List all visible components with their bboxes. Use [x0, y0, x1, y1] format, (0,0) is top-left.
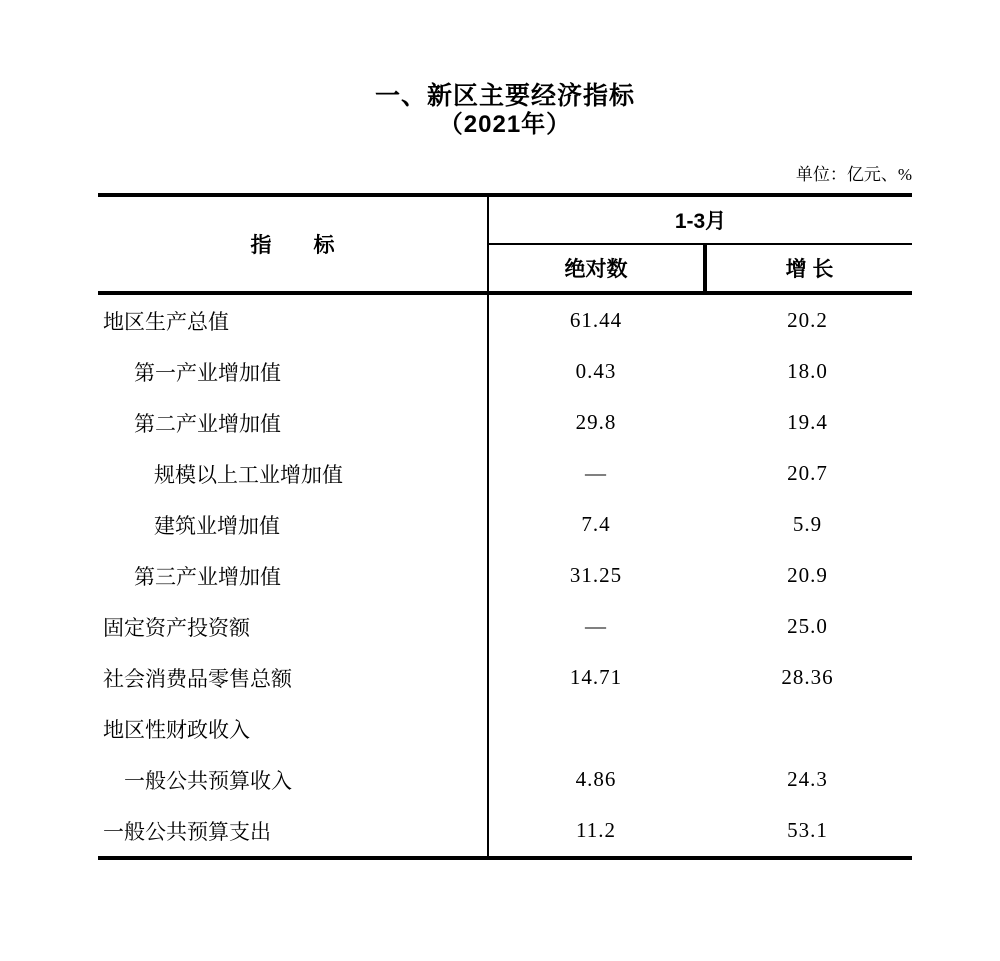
table-row — [98, 754, 912, 805]
table-row — [98, 652, 912, 703]
row-label: 规模以上工业增加值 — [98, 448, 489, 499]
cell-absolute: 4.86 — [575, 767, 617, 791]
cell-growth: 28.36 — [781, 665, 834, 689]
cell-growth: 19.4 — [787, 410, 828, 434]
row-label: 地区生产总值 — [98, 295, 489, 346]
cell-absolute: 0.43 — [575, 359, 617, 383]
row-label: 第二产业增加值 — [98, 397, 489, 448]
economic-indicators-table — [98, 193, 912, 860]
cell-growth: 24.3 — [787, 767, 828, 791]
table-row — [98, 397, 912, 448]
row-label: 固定资产投资额 — [98, 601, 489, 652]
page-subtitle: （2021年） — [438, 111, 572, 138]
table-row — [98, 805, 912, 856]
table-row — [98, 295, 912, 346]
table-row — [98, 601, 912, 652]
cell-absolute — [489, 703, 703, 754]
cell-absolute: 61.44 — [569, 308, 623, 332]
table-row — [98, 703, 912, 754]
page-title: 一、新区主要经济指标 — [374, 82, 635, 110]
table-header — [98, 197, 912, 295]
cell-growth: 20.7 — [787, 461, 828, 485]
table-row — [98, 346, 912, 397]
row-label: 地区性财政收入 — [98, 703, 489, 754]
cell-growth: 20.9 — [787, 563, 828, 587]
header-period-group — [489, 197, 912, 291]
table-row — [98, 448, 912, 499]
cell-growth: 5.9 — [792, 512, 823, 536]
cell-growth — [703, 703, 912, 754]
table-row — [98, 550, 912, 601]
header-absolute-cell: 绝对数 — [489, 245, 707, 291]
cell-absolute: 7.4 — [581, 512, 611, 536]
header-period-cell: 1-3月 — [489, 197, 912, 245]
table-row — [98, 499, 912, 550]
cell-absolute: 31.25 — [569, 563, 623, 587]
header-growth-cell: 增 长 — [785, 258, 834, 281]
cell-growth: 25.0 — [787, 614, 828, 638]
row-label: 一般公共预算收入 — [98, 754, 489, 805]
cell-absolute: — — [585, 461, 607, 485]
row-label: 一般公共预算支出 — [98, 805, 489, 856]
cell-absolute: 29.8 — [575, 410, 617, 434]
unit-note: 单位：亿元、% — [795, 165, 912, 184]
title-block — [98, 82, 912, 140]
cell-absolute: 14.71 — [569, 665, 623, 689]
header-subrow — [489, 245, 912, 291]
row-label: 第一产业增加值 — [98, 346, 489, 397]
cell-growth: 18.0 — [787, 359, 828, 383]
table-body — [98, 295, 912, 856]
cell-growth: 20.2 — [787, 308, 828, 332]
cell-growth: 53.1 — [787, 818, 828, 842]
row-label: 社会消费品零售总额 — [98, 652, 489, 703]
cell-absolute: 11.2 — [576, 818, 616, 842]
cell-absolute: — — [585, 614, 607, 638]
header-indicator-cell: 指 标 — [98, 197, 489, 291]
row-label: 第三产业增加值 — [98, 550, 489, 601]
row-label: 建筑业增加值 — [98, 499, 489, 550]
